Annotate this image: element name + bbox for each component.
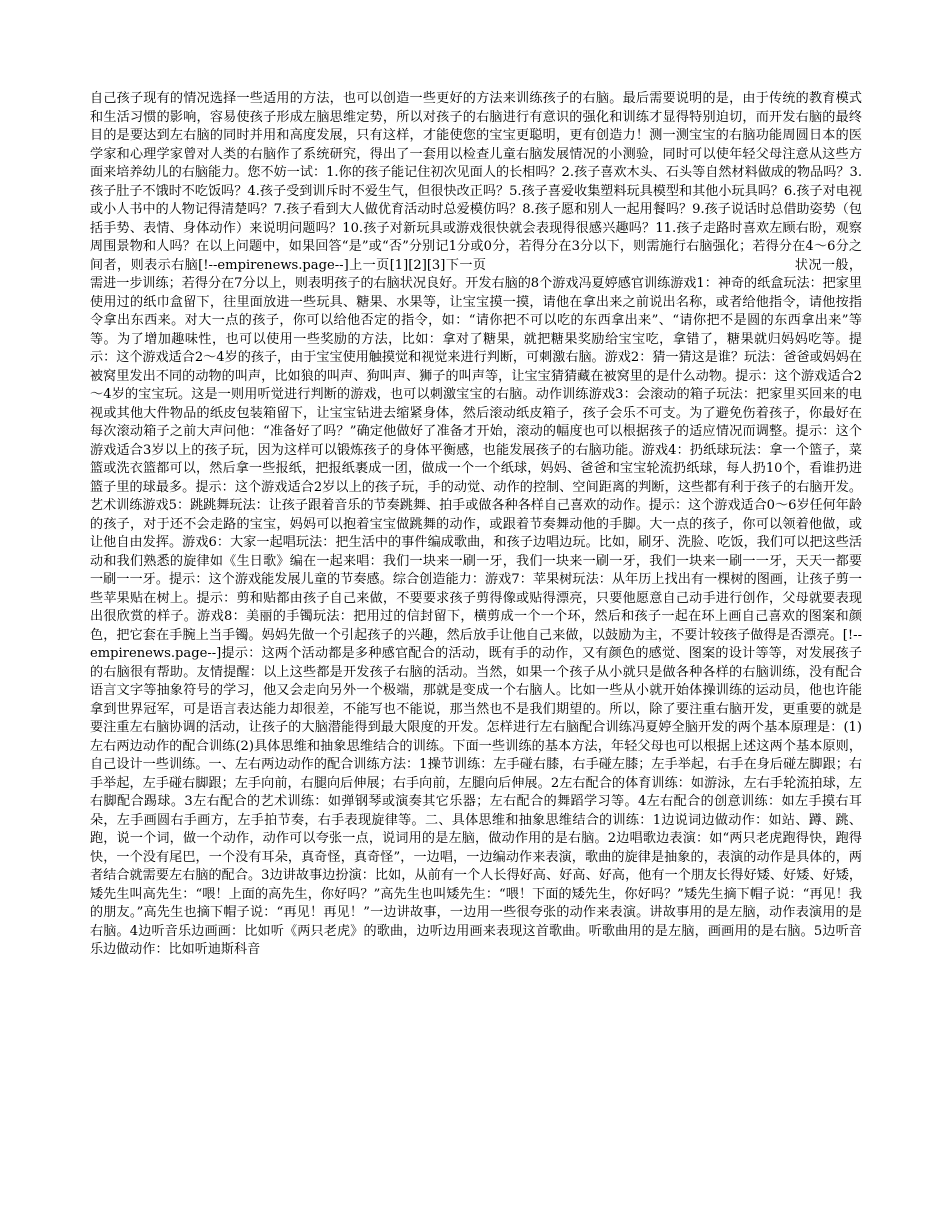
paragraph-1: 自己孩子现有的情况选择一些适用的方法，也可以创造一些更好的方法来训练孩子的右脑。最后需要说明的是，由于传统的教育模式和生活习惯的影响，容易使孩子形成左脑思维定势，所以对孩子的右脑进行有意识的强化和训练才显得特别迫切，而开发右脑的最终目的是要达到左右脑的同时并用和高度发展，只有这样，才能使您的宝宝更聪明，更有创造力！测一测宝宝的右脑功能周圆日本的医学家和心理学家曾对人类的右脑作了系统研究，得出了一套用以检查儿童右脑发展情况的小测验，同时可以使年轻父母注意从这些方面来培养幼儿的右脑能力。您不妨一试：1.你的孩子能记住初次见面人的长相吗？2.孩子喜欢木头、石头等自然材料做成的物品吗？3.孩子肚子不饿时不吃饭吗？4.孩子受到训斥时不爱生气，但很快改正吗？5.孩子喜爱收集塑料玩具模型和其他小玩具吗？6.孩子对电视或小人书中的人物记得清楚吗？7.孩子看到大人做优育活动时总爱模仿吗？8.孩子愿和别人一起用餐吗？9.孩子说话时总借助姿势（包括手势、表情、身体动作）来说明问题吗？10.孩子对新玩具或游戏很快就会表现得很感兴趣吗？11.孩子走路时喜欢左顾右盼，观察周围景物和人吗？在以上问题中，如果回答“是”或“否”分别记1分或0分，若得分在3分以下，则需施行右脑强化；若得分在4～6分之间者，则表示右脑[!--empirenews.page--] <box>90 91 862 273</box>
prev-page-link[interactable]: 上一页 <box>348 257 390 273</box>
document-body <box>90 90 862 960</box>
next-page-link[interactable]: 下一页 <box>445 257 487 273</box>
page-3-link[interactable]: [3] <box>426 257 446 273</box>
page-2-link[interactable]: [2] <box>408 257 427 273</box>
paragraph-2: 状况一般，需进一步训练；若得分在7分以上，则表明孩子的右脑状况良好。开发右脑的8个游戏冯夏婷感官训练游戏1：神奇的纸盒玩法：把家里使用过的纸巾盒留下，往里面放进一些玩具、糖果、水果等，让宝宝摸一摸，请他在拿出来之前说出名称，或者给他指令，请他按指令拿出东西来。对大一点的孩子，你可以给他否定的指令，如：“请你把不可以吃的东西拿出来”、“请你把不是圆的东西拿出来”等等。为了增加趣味性，也可以使用一些奖励的方法，比如：拿对了糖果，就把糖果奖励给宝宝吃，拿错了，糖果就归妈妈吃等。提示：这个游戏适合2～4岁的孩子，由于宝宝使用触摸觉和视觉来进行判断，可刺激右脑。游戏2：猜一猜这是谁？玩法：爸爸或妈妈在被窝里发出不同的动物的叫声，比如狼的叫声、狗叫声、狮子的叫声等，让宝宝猜猜藏在被窝里的是什么动物。提示：这个游戏适合2～4岁的宝宝玩。这是一则用听觉进行判断的游戏，也可以刺激宝宝的右脑。动作训练游戏3：会滚动的箱子玩法：把家里买回来的电视或其他大件物品的纸皮包装箱留下，让宝宝钻进去缩紧身体，然后滚动纸皮箱子，孩子会乐不可支。为了避免伤着孩子，你最好在每次滚动箱子之前大声问他：“准备好了吗？”确定他做好了准备才开始，滚动的幅度也可以根据孩子的适应情况而调整。提示：这个游戏适合3岁以上的孩子玩，因为这样可以锻炼孩子的身体平衡感，也能发展孩子的右脑功能。游戏4：扔纸球玩法：拿一个篮子，菜篮或洗衣篮都可以，然后拿一些报纸，把报纸裹成一团，做成一个一个纸球，妈妈、爸爸和宝宝轮流扔纸球，每人扔10个，看谁扔进篮子里的球最多。提示：这个游戏适合2岁以上的孩子玩，手的动觉、动作的控制、空间距离的判断，这些都有利于孩子的右脑开发。艺术训练游戏5：跳跳舞玩法：让孩子跟着音乐的节奏跳舞、拍手或做各种各样自己喜欢的动作。提示：这个游戏适合0～6岁任何年龄的孩子，对于还不会走路的宝宝，妈妈可以抱着宝宝做跳舞的动作，或跟着节奏舞动他的手脚。大一点的孩子，你可以领着他做，或让他自由发挥。游戏6：大家一起唱玩法：把生活中的事件编成歌曲，和孩子边唱边玩。比如，刷牙、洗脸、吃饭，我们可以把这些活动和我们熟悉的旋律如《生日歌》编在一起来唱：我们一块来一刷一牙，我们一块来一刷一牙，我们一块来一刷一一牙，天天一都要一刷一一牙。提示：这个游戏能发展儿童的节奏感。综合创造能力：游戏7：苹果树玩法：从年历上找出有一棵树的图画，让孩子剪一些苹果贴在树上。提示：剪和贴都由孩子自己来做，不要要求孩子剪得像或贴得漂亮，只要他愿意自己动手进行创作，父母就要表现出很欣赏的样子。游戏8：美丽的手镯玩法：把用过的信封留下，横剪成一个一个环，然后和孩子一起在环上画自己喜欢的图案和颜色，把它套在手腕上当手镯。妈妈先做一个引起孩子的兴趣，然后放手让他自己来做，以鼓励为主，不要计较孩子做得是否漂亮。[!--empirenews.page--]提示：这两个活动都是多种感官配合的活动，既有手的动作，又有颜色的感觉、图案的设计等等，对发展孩子的右脑很有帮助。友情提醒：以上这些都是开发孩子右脑的活动。当然，如果一个孩子从小就只是做各种各样的右脑训练，没有配合语言文字等抽象符号的学习，他又会走向另外一个极端，那就是变成一个右脑人。比如一些从小就开始体操训练的运动员，他也许能拿到世界冠军，可是语言表达能力却很差，不能写也不能说，那当然也不是我们期望的。所以，除了要注重右脑开发，更重要的就是要注重左右脑协调的活动，让孩子的大脑潜能得到最大限度的开发。怎样进行左右脑配合训练冯夏婷全脑开发的两个基本原理是：(1)左右两边动作的配合训练(2)具体思维和抽象思维结合的训练。下面一些训练的基本方法，年轻父母也可以根据上述这两个基本原则，自己设计一些训练。一、左右两边动作的配合训练方法：1操节训练：左手碰右膝，右手碰左膝；左手举起，右手在身后碰左脚跟；右手举起，左手碰右脚跟；左手向前，右腿向后伸展；右手向前，左腿向后伸展。2左右配合的体育训练：如游泳，左右手轮流拍球，左右脚配合踢球。3左右配合的艺术训练：如弹钢琴或演奏其它乐器；左右配合的舞蹈学习等。4左右配合的创意训练：如左手摸右耳朵，左手画圆右手画方，左手拍节奏，右手表现旋律等。二、具体思维和抽象思维结合的训练：1边说词边做动作：如站、蹲、跳、跑，说一个词，做一个动作，动作可以夸张一点，说词用的是左脑，做动作用的是右脑。2边唱歌边表演：如“两只老虎跑得快，跑得快，一个没有尾巴，一个没有耳朵，真奇怪，真奇怪”，一边唱，一边编动作来表演，歌曲的旋律是抽象的，表演的动作是具体的，两者结合就需要左右脑的配合。3边讲故事边扮演：比如，从前有一个人长得好高、好高、好高，他有一个朋友长得好矮、好矮、好矮，矮先生叫高先生：“喂！上面的高先生，你好吗？”高先生也叫矮先生：“喂！下面的矮先生，你好吗？”矮先生摘下帽子说：“再见！我的朋友。”高先生也摘下帽子说：“再见！再见！”一边讲故事，一边用一些很夸张的动作来表演。讲故事用的是左脑，动作表演用的是右脑。4边听音乐边画画：比如听《两只老虎》的歌曲，边听边用画来表现这首歌曲。听歌曲用的是左脑，画画用的是右脑。5边听音乐边做动作：比如听迪斯科音 <box>90 257 863 957</box>
page-1-link[interactable]: [1] <box>389 257 409 273</box>
pagination <box>349 258 487 273</box>
